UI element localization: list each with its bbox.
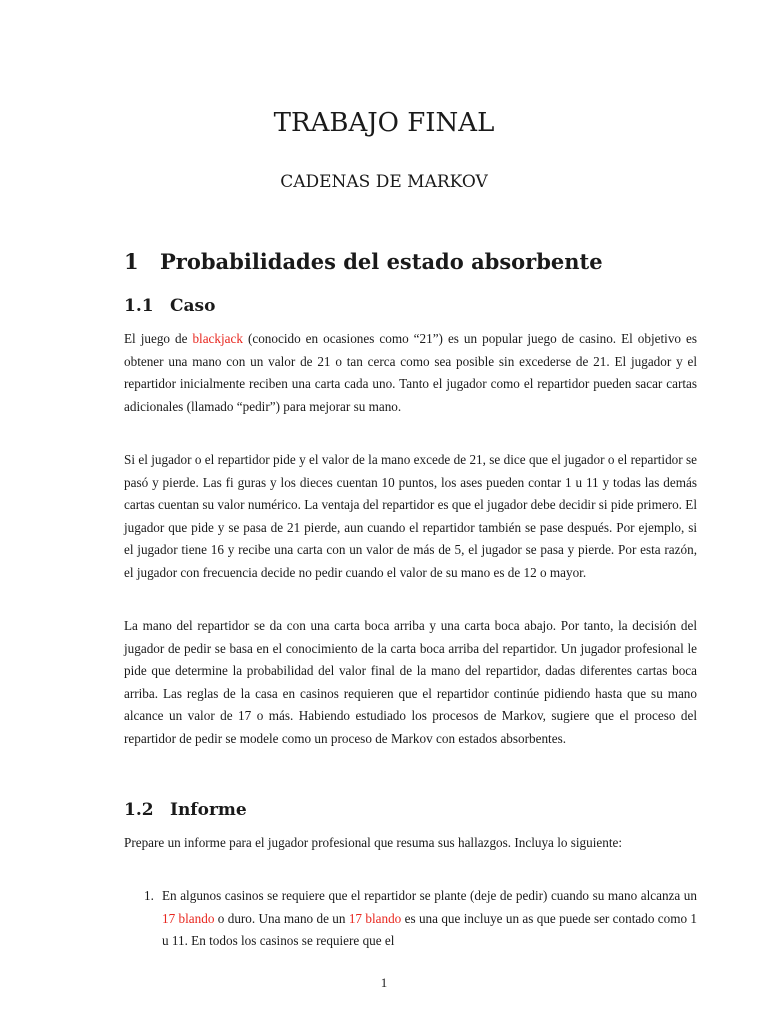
list-item-text: o duro. Una mano de un (214, 910, 349, 926)
paragraph-intro (124, 328, 697, 418)
list-item (124, 885, 697, 953)
page-number: 1 (380, 975, 388, 990)
paragraph-rules: Si el jugador o el repartidor pide y el valor de la mano excede de 21, se dice que el jugador o el repartidor se pasó y pierde. Las fi guras y los dieces cuentan 10 puntos, los ases pueden contar 1 u 11 y todas las demás cartas cuentan su valor numérico. La ventaja del repartidor es que el jugador debe decidir si pide primero. El jugador que pide y se pasa de 21 pierde, aun cuando el repartidor también se pase después. Por ejemplo, si el jugador tiene 16 y recibe una carta con un valor de más de 5, el jugador se pasa y pierde. Por esta razón, el jugador con frecuencia decide no pedir cuando el valor de su mano es de 12 o mayor. (124, 452, 697, 580)
subsection-number: 1.2 (124, 800, 154, 820)
section-number: 1 (124, 249, 139, 274)
list-item-text: es una que incluye un as que puede ser contado como 1 u 11. En todos los casinos se requiere que el (162, 910, 697, 949)
section-heading (124, 248, 603, 276)
paragraph-text: El juego de (124, 331, 193, 346)
report-list (124, 885, 697, 953)
soft-17-link[interactable]: 17 blando (162, 910, 215, 926)
subsection-heading-caso (124, 294, 215, 318)
paragraph-dealer: La mano del repartidor se da con una carta boca arriba y una carta boca abajo. Por tanto, la decisión del jugador de pedir se basa en el conocimiento de la carta boca arriba del repartidor. Un jugador profesional le pide que determine la probabilidad del valor final de la mano del repartidor, dadas diferentes cartas boca arriba. Las reglas de la casa en casinos requieren que el repartidor continúe pidiendo hasta que su mano alcance un valor de 17 o más. Habiendo estudiado los procesos de Markov, sugiere que el proceso del repartidor de pedir se modele como un proceso de Markov con estados absorbentes. (124, 618, 697, 746)
document-subtitle: CADENAS DE MARKOV (280, 172, 488, 192)
section-title: Probabilidades del estado absorbente (160, 249, 603, 274)
paragraph-text: (conocido en ocasiones como “21”) es un popular juego de casino. El objetivo es obtener una mano con un valor de 21 o tan cerca como sea posible sin excederse de 21. El jugador y el repartidor inicialmente reciben una carta cada uno. Tanto el jugador como el repartidor pueden sacar cartas adicionales (llamado “pedir”) para mejorar su mano. (124, 331, 697, 414)
list-marker: 1. (144, 888, 154, 903)
document-title: TRABAJO FINAL (273, 108, 495, 138)
list-item-text: En algunos casinos se requiere que el repartidor se plante (deje de pedir) cuando su mano alcanza un (162, 888, 697, 903)
subsection-title: Caso (170, 296, 216, 316)
paragraph-report: Prepare un informe para el jugador profesional que resuma sus hallazgos. Incluya lo siguiente: (124, 835, 623, 850)
subsection-number: 1.1 (124, 296, 154, 316)
soft-17-link[interactable]: 17 blando (348, 910, 402, 926)
subsection-heading-informe (124, 798, 247, 822)
blackjack-link[interactable]: blackjack (192, 331, 243, 346)
subsection-title: Informe (170, 800, 247, 820)
